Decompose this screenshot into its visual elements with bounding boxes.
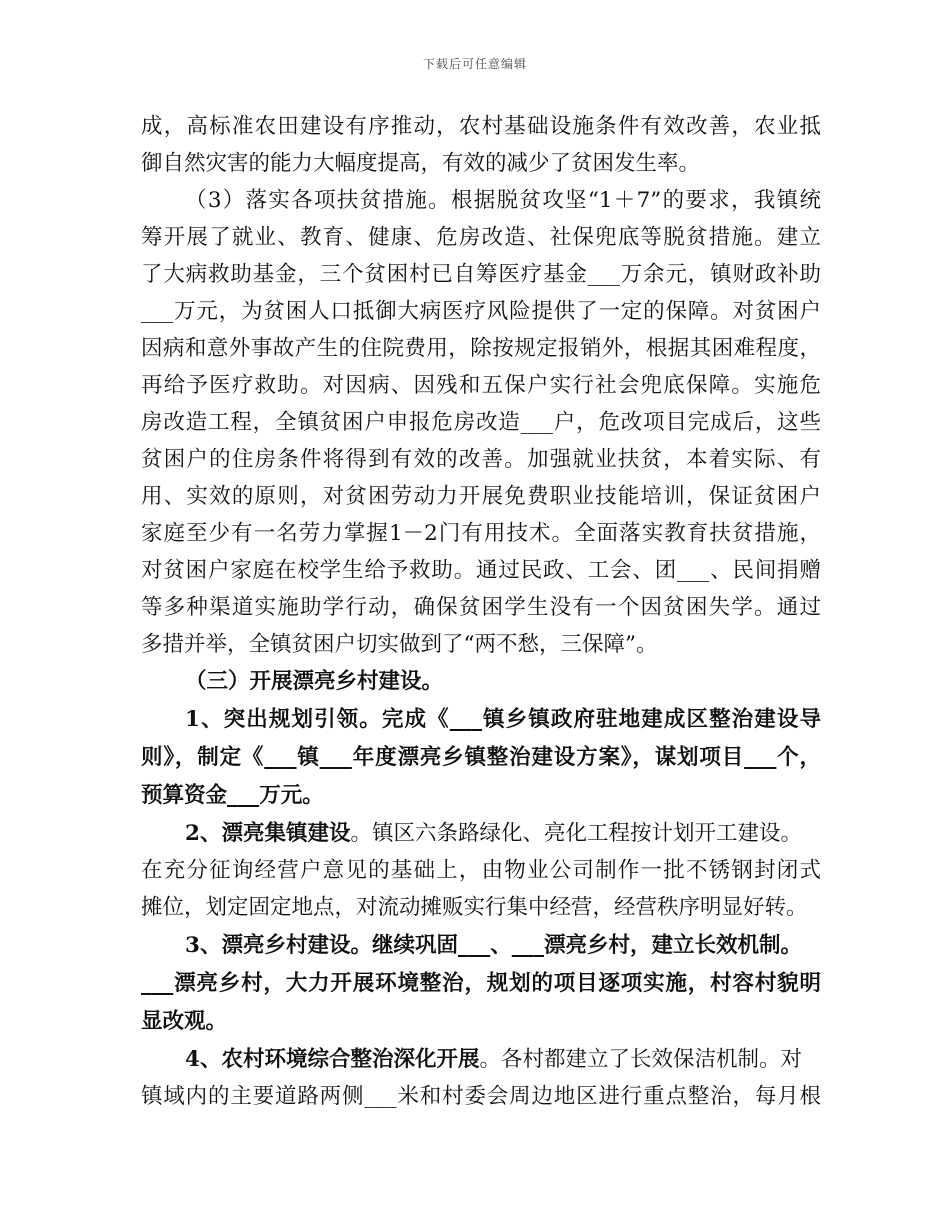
body-line: 对贫困户家庭在校学生给予救助。通过民政、工会、团___、民间捐赠 [141, 558, 821, 583]
body-line: 家庭至少有一名劳力掌握1－2门有用技术。全面落实教育扶贫措施， [141, 521, 821, 546]
body-line: 镇域内的主要道路两侧___米和村委会周边地区进行重点整治，每月根 [141, 1084, 821, 1109]
body-line: 了大病救助基金，三个贫困村已自筹医疗基金___万余元，镇财政补助 [141, 262, 821, 287]
section-heading: （三）开展漂亮乡村建设。 [185, 669, 444, 694]
item-heading: 4、农村环境综合整治深化开展 [185, 1047, 480, 1072]
body-line: 在充分征询经营户意见的基础上，由物业公司制作一批不锈钢封闭式 [141, 858, 821, 883]
body-line: 御自然灾害的能力大幅度提高，有效的减少了贫困发生率。 [141, 151, 701, 176]
bold-line: 则》，制定《___镇___年度漂亮乡镇整治建设方案》，谋划项目___个， [141, 745, 821, 770]
bold-line: 显改观。 [141, 1009, 228, 1034]
item-heading: 2、漂亮集镇建设 [185, 821, 351, 846]
body-line: 筹开展了就业、教育、健康、危房改造、社保兜底等脱贫措施。建立 [141, 225, 821, 250]
item-text: 。各村都建立了长效保洁机制。对 [479, 1047, 802, 1072]
bold-line: 3、漂亮乡村建设。继续巩固___、___漂亮乡村，建立长效机制。 [185, 933, 802, 958]
bold-line: ___漂亮乡村，大力开展环境整治，规划的项目逐项实施，村容村貌明 [141, 971, 821, 996]
body-line: 因病和意外事故产生的住院费用，除按规定报销外，根据其困难程度， [141, 336, 821, 361]
body-line: 成，高标准农田建设有序推动，农村基础设施条件有效改善，农业抵 [141, 114, 821, 139]
body-line: 摊位，划定固定地点，对流动摊贩实行集中经营，经营秩序明显好转。 [141, 895, 808, 920]
body-line: 房改造工程，全镇贫困户申报危房改造___户，危改项目完成后，这些 [141, 410, 821, 435]
body-line: ___万元，为贫困人口抵御大病医疗风险提供了一定的保障。对贫困户 [141, 299, 821, 324]
body-line: 多措并举，全镇贫困户切实做到了“两不愁，三保障”。 [141, 632, 658, 657]
mixed-line [185, 1040, 821, 1080]
body-line: 用、实效的原则，对贫困劳动力开展免费职业技能培训，保证贫困户 [141, 484, 821, 509]
body-line: （3）落实各项扶贫措施。根据脱贫攻坚“1＋7”的要求，我镇统 [185, 188, 821, 213]
body-line: 再给予医疗救助。对因病、因残和五保户实行社会兜底保障。实施危 [141, 373, 821, 398]
bold-line: 预算资金___万元。 [141, 783, 324, 808]
mixed-line [185, 814, 821, 854]
body-line: 贫困户的住房条件将得到有效的改善。加强就业扶贫，本着实际、有 [141, 447, 821, 472]
page-header: 下载后可任意编辑 [422, 57, 527, 71]
body-line: 等多种渠道实施助学行动，确保贫困学生没有一个因贫困失学。通过 [141, 595, 821, 620]
item-text: 。镇区六条路绿化、亮化工程按计划开工建设。 [350, 821, 802, 846]
bold-line: 1、突出规划引领。完成《___镇乡镇政府驻地建成区整治建设导 [185, 707, 821, 732]
